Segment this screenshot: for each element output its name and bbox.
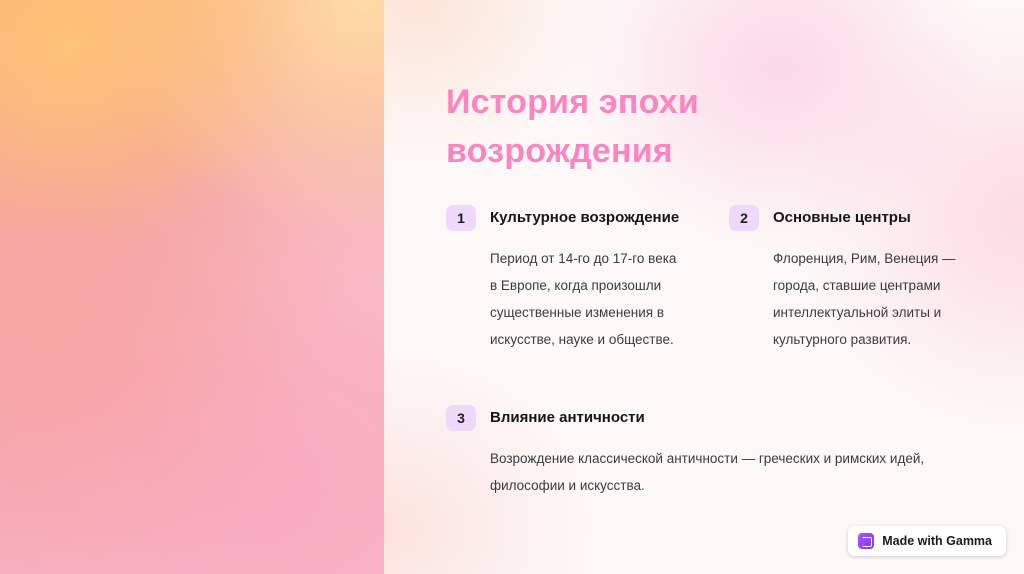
- item-body: Возрождение классической античности — греческих и римских идей, философии и искусства.: [490, 451, 925, 493]
- item-number-badge: 3: [446, 405, 476, 431]
- left-column: [446, 205, 683, 375]
- page-title: История эпохи возрождения: [446, 83, 699, 170]
- list-item: [446, 405, 946, 499]
- item-number-badge: 2: [729, 205, 759, 231]
- gamma-logo-icon: [858, 533, 874, 549]
- item-title: Влияние античности: [490, 409, 645, 426]
- slide-content: [446, 0, 986, 574]
- list-item: [729, 205, 966, 353]
- list-item-header: [446, 405, 946, 431]
- right-column: [729, 205, 966, 375]
- decorative-gradient-panel: [0, 0, 384, 574]
- list-item-header: [446, 205, 683, 231]
- made-with-gamma-badge[interactable]: [848, 526, 1006, 556]
- list-item-header: [729, 205, 966, 231]
- item-body: Период от 14-го до 17-го века в Европе, когда произошли существенные изменения в искусстве, науке и обществе.: [490, 251, 677, 347]
- columns-container: [446, 205, 966, 375]
- list-item: [446, 205, 683, 353]
- item-title: Основные центры: [773, 209, 911, 226]
- wide-item-container: [446, 405, 966, 499]
- item-number-badge: 1: [446, 205, 476, 231]
- watermark-label: Made with Gamma: [882, 534, 992, 548]
- item-body: Флоренция, Рим, Венеция — города, ставшие центрами интеллектуальной элиты и культурного развития.: [773, 251, 956, 347]
- item-title: Культурное возрождение: [490, 209, 680, 226]
